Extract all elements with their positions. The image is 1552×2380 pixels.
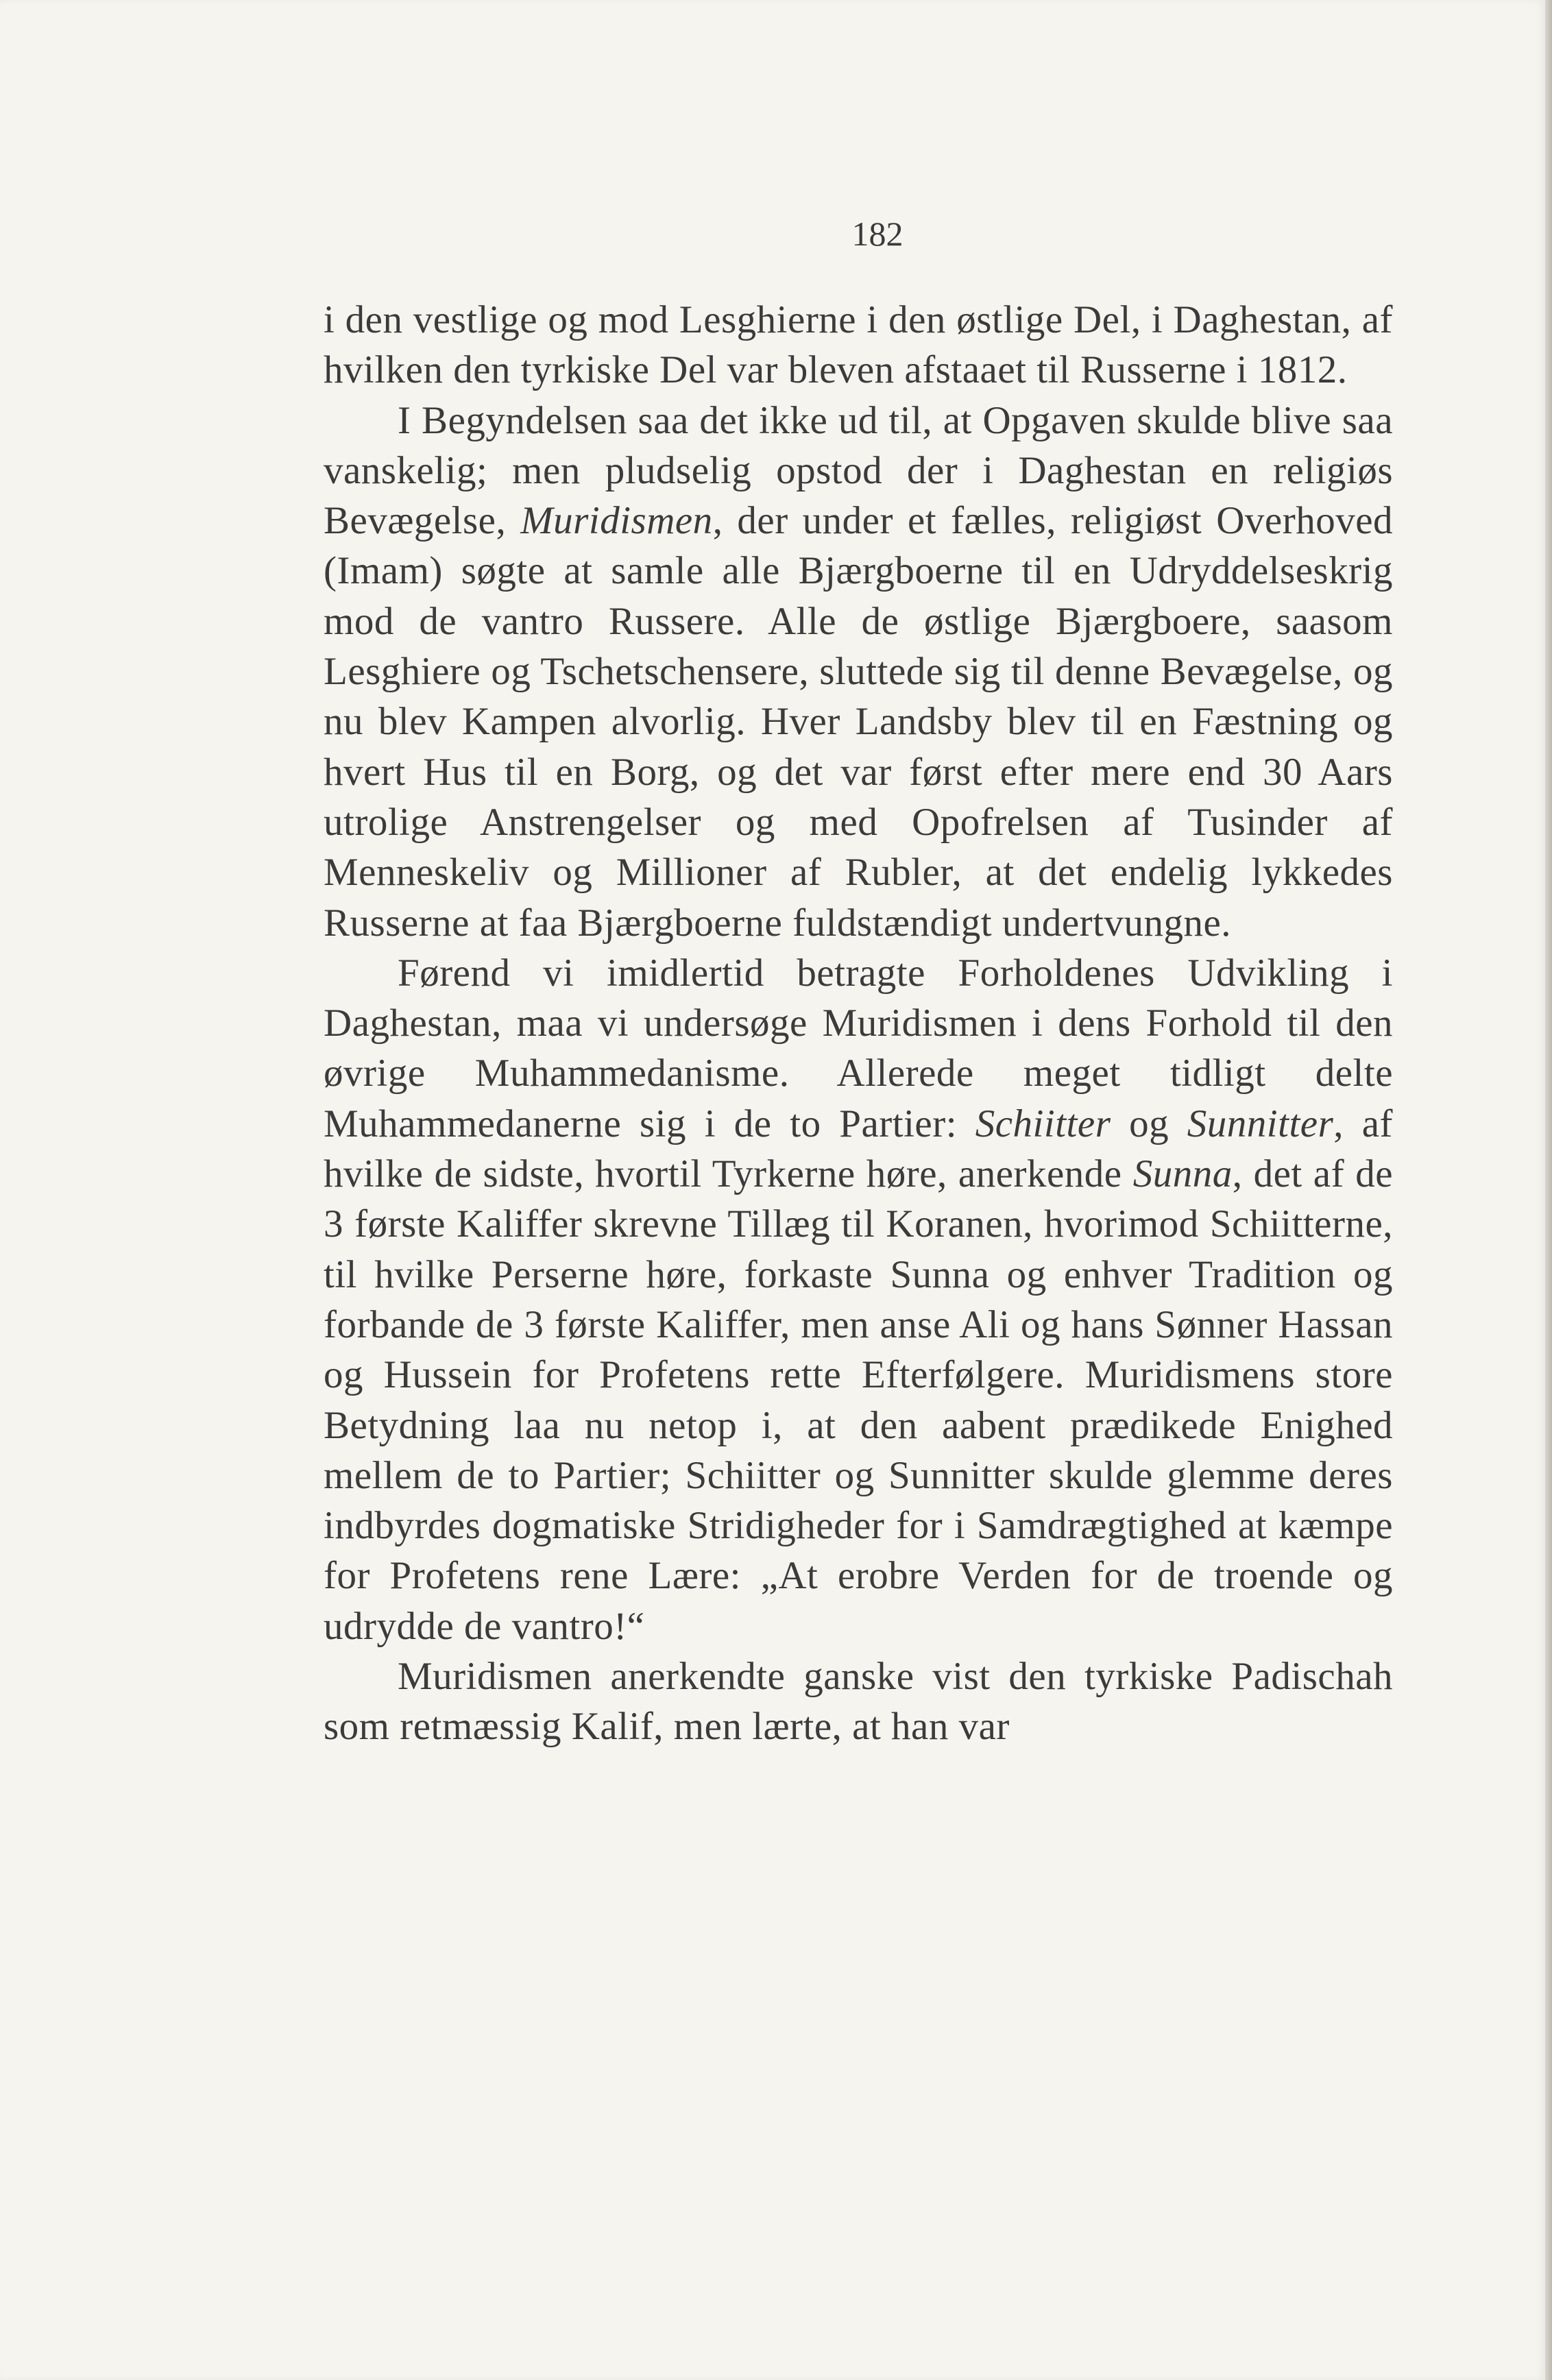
body-text [324,295,1393,1752]
paragraph: i den vestlige og mod Lesghierne i den østlige Del, i Daghestan, af hvilken den tyrkiske Del var bleven afstaaet til Russerne i 1812. [324,298,1393,392]
page-edge [1545,0,1552,2380]
paragraph: Muridismen anerkendte ganske vist den tyrkiske Padischah som retmæssig Kalif, men lærte, at han var [324,1655,1393,1749]
text-run: Førend vi imidlertid betragte Forholdenes Udvikling i Daghestan, maa vi undersøge Muridismen i dens Forhold til den øvrige Muhammedanisme. Allerede meget tidligt delte Muhammedanerne sig i de to Partier: [324,951,1393,1145]
text-run: I Begyndelsen saa det ikke ud til, at Opgaven skulde blive saa vanskelig; men pludselig opstod der i Daghestan en religiøs Bevægelse, [324,398,1393,543]
text-run: , af hvilke de sidste, hvortil Tyrkerne høre, anerkende [324,1102,1394,1196]
italic-term: Sunna [1132,1152,1233,1196]
paragraph [324,396,1393,948]
text-run: , det af de 3 første Kaliffer skrevne Tillæg til Koranen, hvorimod Schiitterne, til hvilke Perserne høre, forkaste Sunna og enhver Tradition og forbande de 3 første Kaliffer, men anse Ali og hans Sønner Hassan og Hussein for Profetens rette Efterfølgere. Muridismens store Betydning laa nu netop i, at den aabent prædikede Enighed mellem de to Partier; Schiitter og Sunnitter skulde glemme deres indbyrdes dogmatiske Stridigheder for i Samdrægtighed at kæmpe for Profetens rene Lære: „At erobre Verden for de troende og udrydde de vantro!“ [324,1152,1393,1648]
text-run: , der under et fælles, religiøst Overhoved (Imam) søgte at samle alle Bjærgboerne til en Udryddelseskrig mod de vantro Russere. Alle de østlige Bjærgboere, saasom Lesghiere og Tschetschensere, sluttede sig til denne Bevægelse, og nu blev Kampen alvorlig. Hver Landsby blev til en Fæstning og hvert Hus til en Borg, og det var først efter mere end 30 Aars utrolige Anstrengelser og med Opofrelsen af Tusinder af Menneskeliv og Millioner af Rubler, at det endelig lykkedes Russerne at faa Bjærgboerne fuldstændigt undertvungne. [324,499,1393,945]
text-run: og [1111,1102,1187,1145]
italic-term: Sunnitter [1187,1102,1334,1145]
italic-term: Schiitter [975,1102,1111,1145]
page-number: 182 [851,215,904,253]
paragraph [324,948,1393,1651]
italic-term: Muridismen [520,499,713,543]
